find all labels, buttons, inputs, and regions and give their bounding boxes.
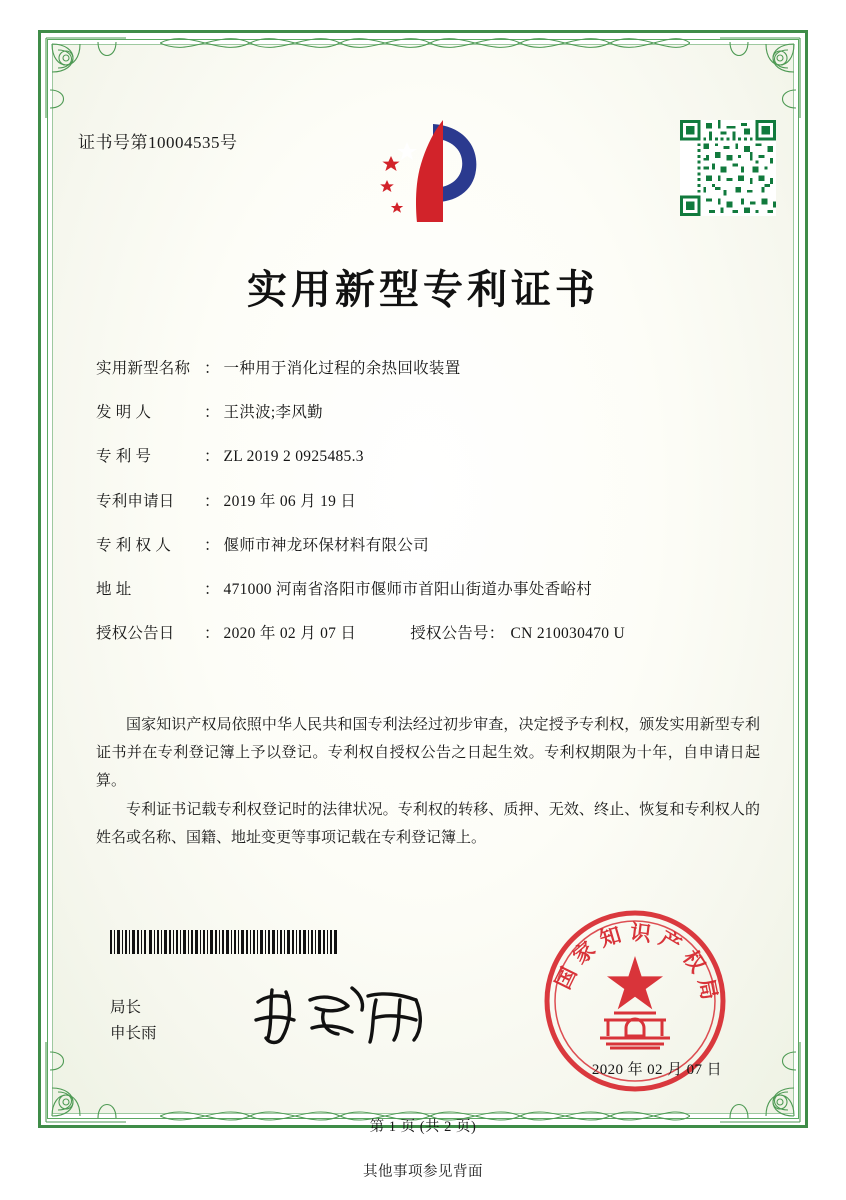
director-name: 申长雨 — [110, 1024, 157, 1042]
field-row-address — [96, 579, 756, 601]
grant-number-value: CN 210030470 U — [510, 625, 625, 643]
field-label: 实用新型名称 — [96, 360, 191, 377]
field-value: 2019 年 06 月 19 日 — [223, 492, 357, 510]
director-label: 局长 — [110, 999, 142, 1016]
footer-note: 其他事项参见背面 — [363, 1164, 483, 1180]
barcode — [110, 930, 338, 954]
field-colon: ： — [204, 492, 220, 510]
field-label: 专利申请日 — [96, 492, 175, 510]
field-value: 偃师市神龙环保材料有限公司 — [223, 536, 429, 554]
legal-text — [96, 712, 760, 855]
field-row-application-date — [96, 491, 756, 513]
qr-code — [680, 120, 776, 216]
field-row-inventor — [96, 402, 756, 424]
field-value-group — [224, 623, 756, 645]
svg-text:国家知识产权局: 国家知识产权局 — [549, 918, 724, 1009]
field-value: 471000 河南省洛阳市偃师市首阳山街道办事处香峪村 — [223, 580, 592, 598]
grant-number-label: 授权公告号 — [410, 625, 489, 643]
field-label: 专 利 号 — [96, 448, 152, 466]
field-value: 王洪波;李风勤 — [223, 404, 323, 422]
director-block — [110, 995, 157, 1046]
field-label: 地 址 — [96, 580, 132, 598]
field-colon: ： — [204, 360, 220, 377]
field-value: 一种用于消化过程的余热回收装置 — [223, 360, 461, 377]
page-title: 实用新型专利证书 — [247, 266, 599, 313]
field-row-patentee — [96, 535, 756, 557]
field-row-grant-announcement — [96, 623, 756, 645]
cnipa-emblem-icon — [355, 118, 485, 230]
field-colon: ： — [204, 404, 220, 422]
seal-date: 2020 年 02 月 07 日 — [591, 1062, 722, 1078]
field-colon: ： — [204, 580, 220, 598]
field-colon: ： — [488, 625, 505, 643]
field-label: 授权公告日 — [96, 625, 175, 643]
field-row-invention-name — [96, 358, 756, 380]
page-number: 第 1 页 (共 2 页) — [369, 1119, 477, 1135]
field-colon: ： — [204, 536, 220, 554]
paragraph-2: 专利证书记载专利权登记时的法律状况。专利权的转移、质押、无效、终止、恢复和专利权人的姓名或名称、国籍、地址变更等事项记载在专利登记簿上。 — [96, 802, 760, 846]
certificate-number: 证书号第10004535号 — [78, 133, 238, 152]
field-list — [96, 358, 756, 667]
paragraph-1: 国家知识产权局依照中华人民共和国专利法经过初步审查，决定授予专利权，颁发实用新型专利证书并在专利登记簿上予以登记。专利权自授权公告之日起生效。专利权期限为十年，自申请日起算。 — [96, 717, 760, 789]
handwritten-signature — [248, 980, 448, 1052]
field-row-patent-number — [96, 446, 756, 468]
field-value: ZL 2019 2 0925485.3 — [223, 448, 364, 466]
field-label: 发 明 人 — [96, 404, 152, 422]
grant-date-value: 2020 年 02 月 07 日 — [223, 625, 357, 643]
field-colon: ： — [204, 625, 220, 643]
field-colon: ： — [204, 448, 220, 466]
field-label: 专 利 权 人 — [96, 536, 172, 554]
